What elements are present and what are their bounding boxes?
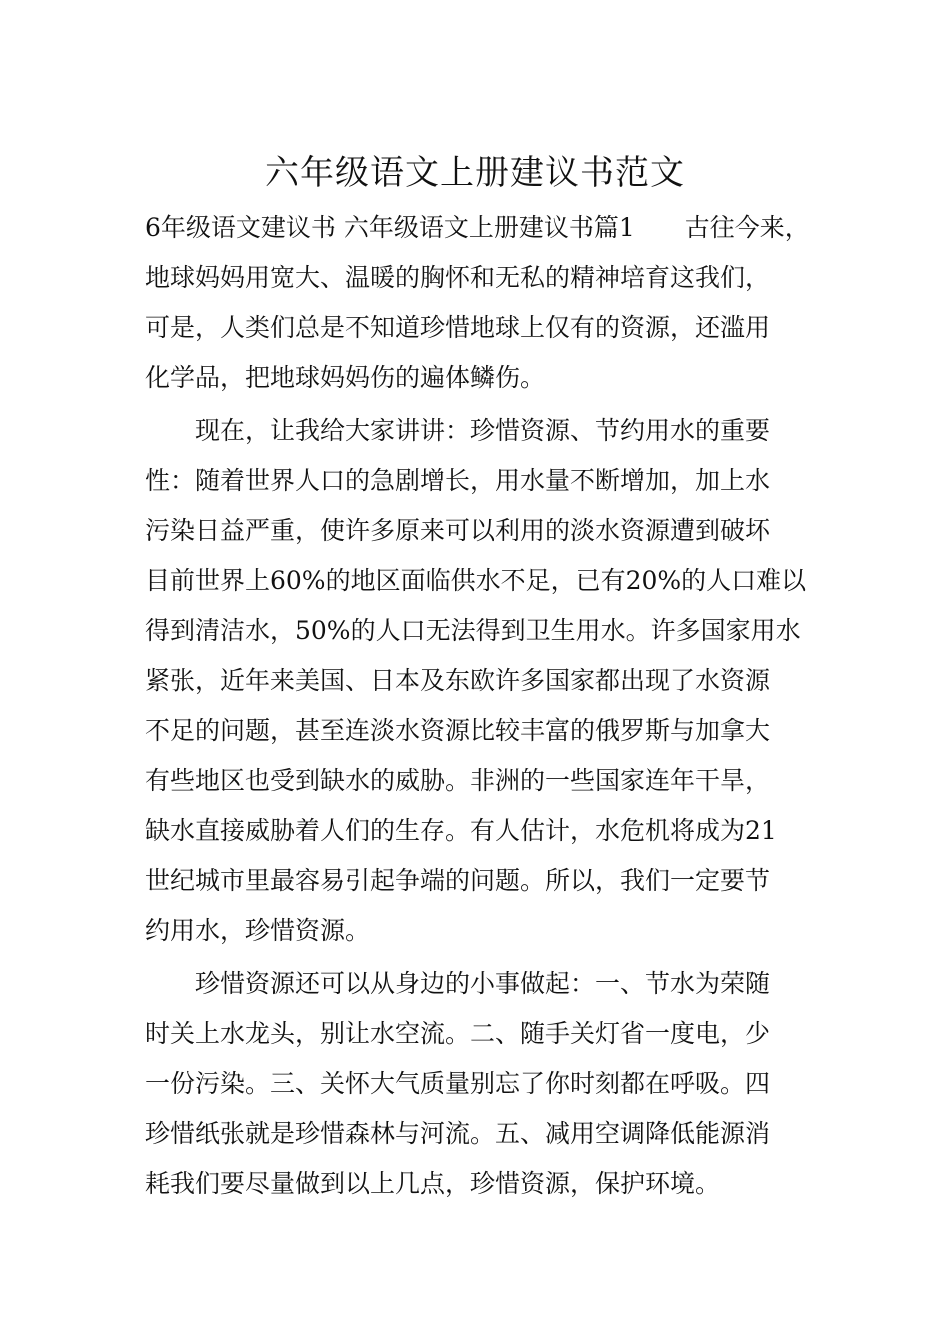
text-line: 时关上水龙头，别让水空流。二、随手关灯省一度电，少 — [145, 1019, 771, 1048]
text-line: 约用水，珍惜资源。 — [145, 916, 371, 945]
text-line: 现在，让我给大家讲讲：珍惜资源、节约用水的重要 — [145, 416, 771, 445]
text-line: 不足的问题，甚至连淡水资源比较丰富的俄罗斯与加拿大 — [145, 716, 771, 745]
document-body — [145, 203, 825, 1209]
text-line: 化学品，把地球妈妈伤的遍体鳞伤。 — [145, 363, 546, 392]
text-line: 得到清洁水，50%的人口无法得到卫生用水。许多国家用水 — [145, 616, 801, 645]
text-line: 目前世界上60%的地区面临供水不足，已有20%的人口难以 — [145, 566, 807, 595]
text-line: 耗我们要尽量做到以上几点，珍惜资源，保护环境。 — [145, 1169, 721, 1198]
text-line: 性：随着世界人口的急剧增长，用水量不断增加，加上水 — [145, 466, 771, 495]
text-line: 一份污染。三、关怀大气质量别忘了你时刻都在呼吸。四 — [145, 1069, 771, 1098]
text-line: 污染日益严重，使许多原来可以利用的淡水资源遭到破坏 — [145, 516, 771, 545]
paragraph-1 — [145, 203, 825, 403]
text-line: 珍惜纸张就是珍惜森林与河流。五、减用空调降低能源消 — [145, 1119, 771, 1148]
text-line: 6年级语文建议书 六年级语文上册建议书篇1 古往今来， — [145, 213, 810, 242]
text-line: 缺水直接威胁着人们的生存。有人估计，水危机将成为21 — [145, 816, 777, 845]
document-title: 六年级语文上册建议书范文 — [265, 152, 685, 193]
text-line: 紧张，近年来美国、日本及东欧许多国家都出现了水资源 — [145, 666, 771, 695]
text-line: 珍惜资源还可以从身边的小事做起：一、节水为荣随 — [145, 969, 771, 998]
text-line: 地球妈妈用宽大、温暖的胸怀和无私的精神培育这我们， — [145, 263, 771, 292]
paragraph-3 — [145, 959, 825, 1209]
text-line: 有些地区也受到缺水的威胁。非洲的一些国家连年干旱， — [145, 766, 771, 795]
text-line: 世纪城市里最容易引起争端的问题。所以，我们一定要节 — [145, 866, 771, 895]
paragraph-2 — [145, 406, 825, 956]
text-line: 可是，人类们总是不知道珍惜地球上仅有的资源，还滥用 — [145, 313, 771, 342]
